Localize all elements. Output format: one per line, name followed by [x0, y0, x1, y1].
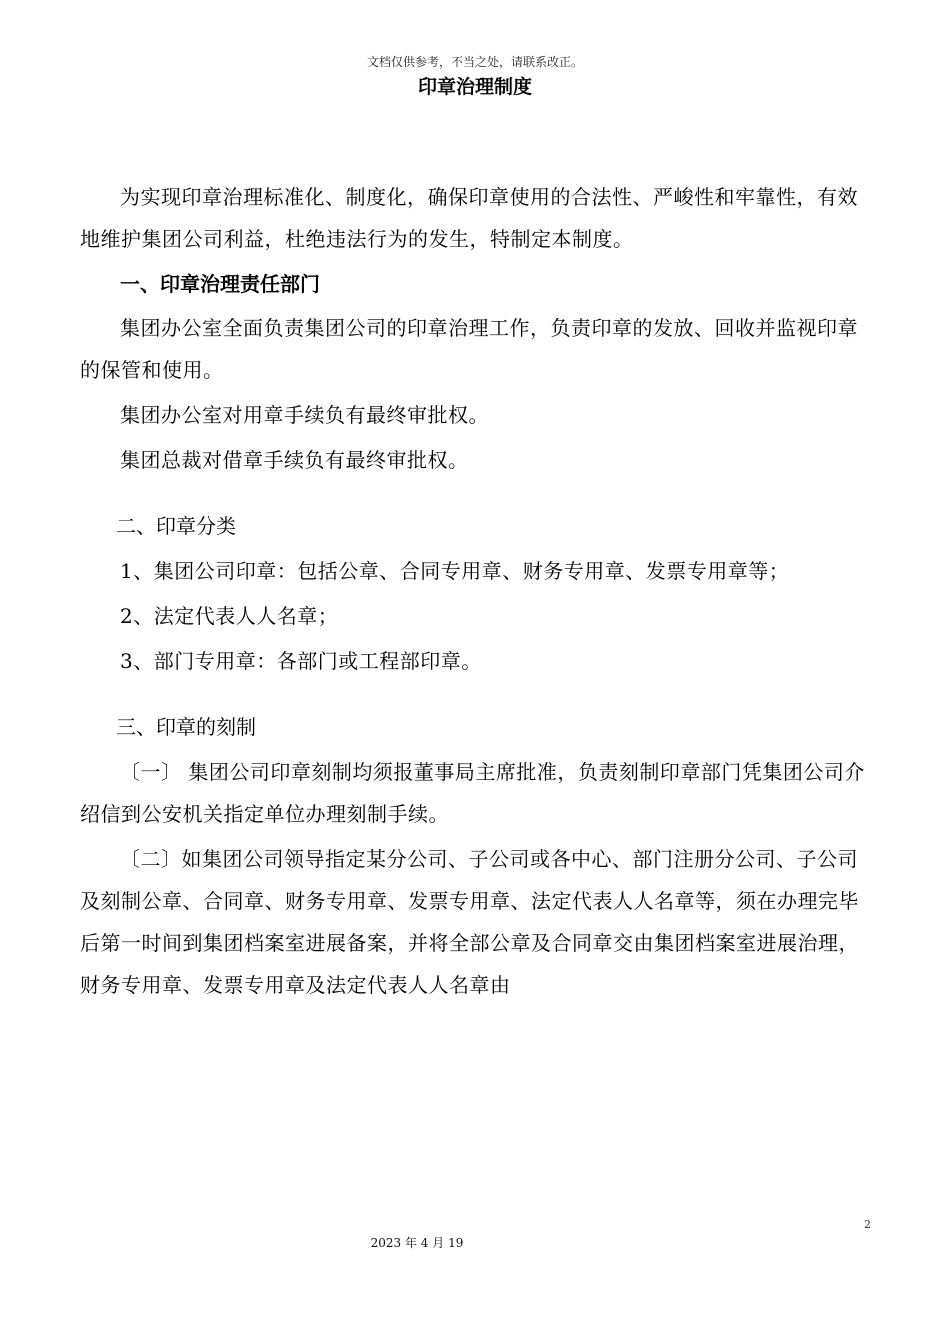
section-2-item: 2、法定代表人人名章；: [120, 604, 339, 628]
header-note: 文档仅供参考，不当之处，请联系改正。: [366, 55, 583, 69]
intro-paragraph: 为实现印章治理标准化、制度化，确保印章使用的合法性、严峻性和牢靠性，有效地维护集团公司利益，杜绝违法行为的发生，特制定本制度。: [80, 185, 858, 251]
section-2-heading: 二、印章分类: [116, 514, 236, 538]
section-3-paragraph: 〔一〕 集团公司印章刻制均须报董事局主席批准，负责刻制印章部门凭集团公司介绍信到公安机关指定单位办理刻制手续。: [80, 760, 865, 826]
section-1-paragraph: 集团办公室对用章手续负有最终审批权。: [120, 403, 489, 427]
section-2-item: 3、部门专用章：各部门或工程部印章。: [120, 649, 482, 673]
section-3-heading: 三、印章的刻制: [116, 715, 256, 739]
section-1-paragraph: 集团总裁对借章手续负有最终审批权。: [120, 448, 469, 472]
section-3-paragraph: 〔二〕如集团公司领导指定某分公司、子公司或各中心、部门注册分公司、子公司及刻制公章、合同章、财务专用章、发票专用章、法定代表人人名章等，须在办理完毕后第一时间到集团档案室进展备案，并将全部公章及合同章交由集团档案室进展治理，财务专用章、发票专用章及法定代表人人名章由: [80, 847, 859, 997]
page-number: 2: [864, 1218, 871, 1231]
section-1-paragraph: 集团办公室全面负责集团公司的印章治理工作，负责印章的发放、回收并监视印章的保管和使用。: [80, 316, 858, 382]
section-1-heading: 一、印章治理责任部门: [120, 272, 320, 296]
document-body: [80, 176, 870, 1006]
footer-date: 2023 年 4 月 19: [370, 1236, 464, 1250]
section-2-item: 1、集团公司印章：包括公章、合同专用章、财务专用章、发票专用章等；: [120, 559, 790, 583]
document-title: 印章治理制度: [417, 76, 532, 98]
